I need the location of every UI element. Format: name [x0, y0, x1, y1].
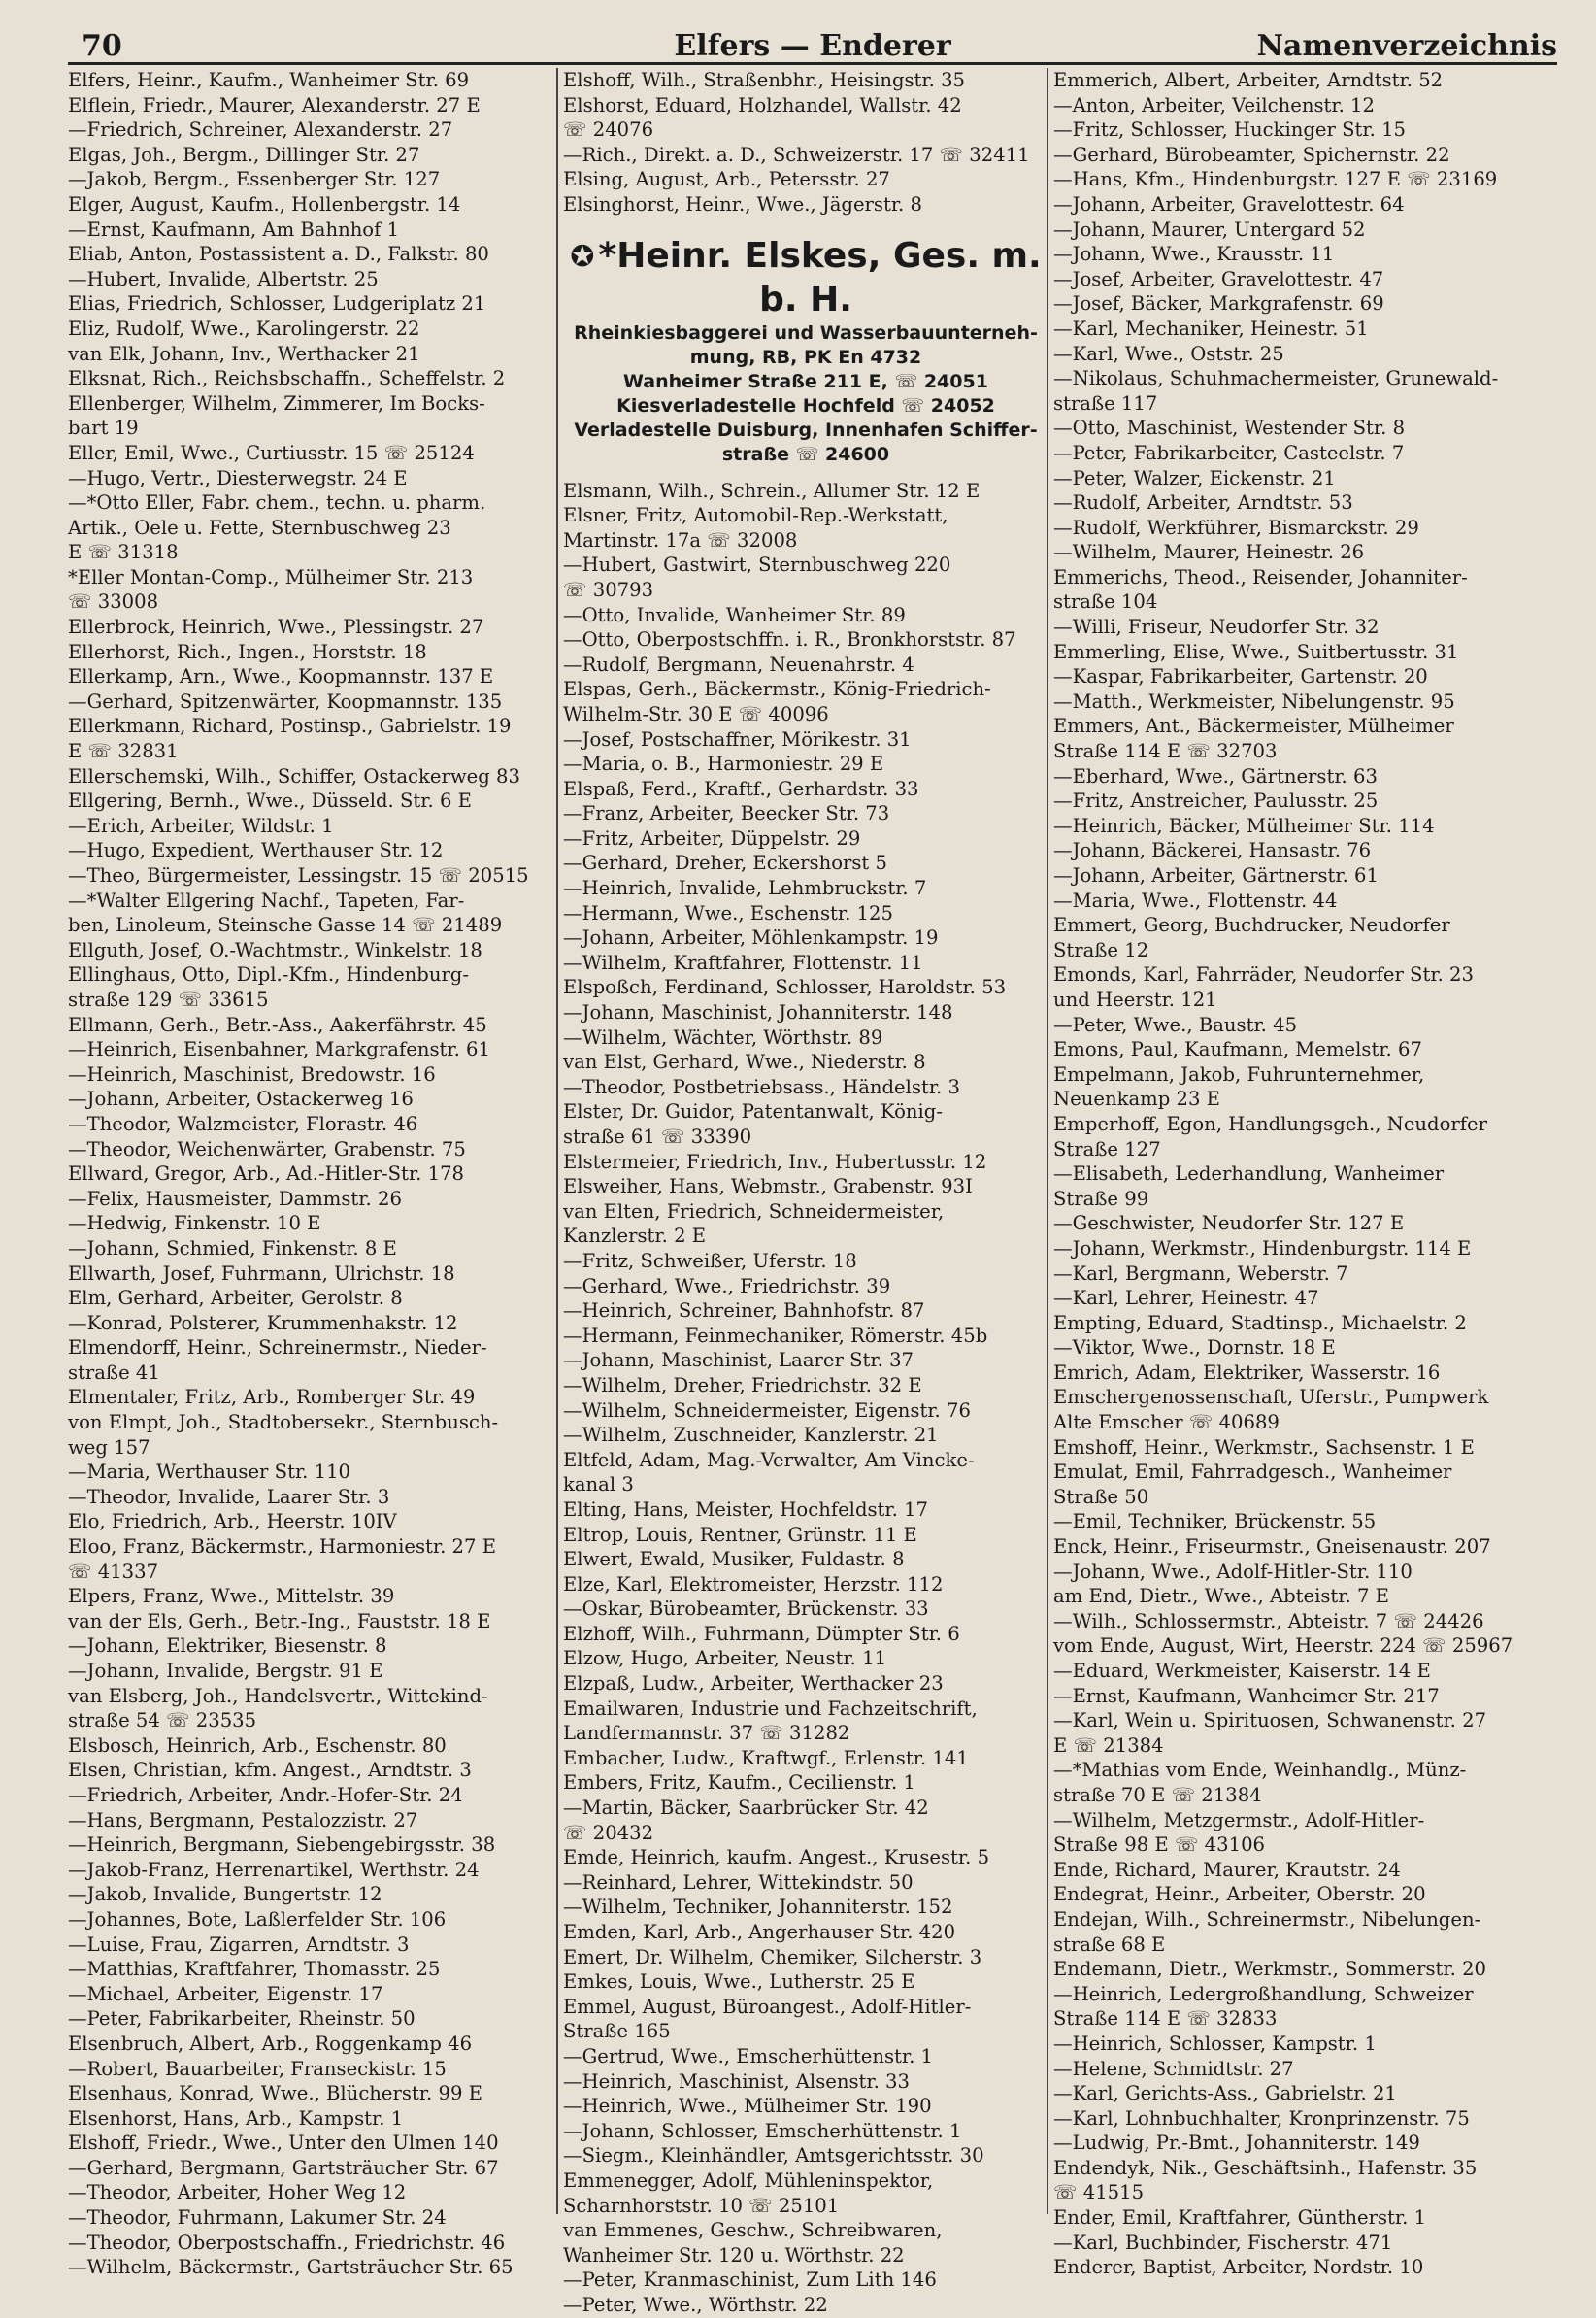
directory-entry: —Viktor, Wwe., Dornstr. 18 E [1053, 1336, 1336, 1360]
directory-entry: Endejan, Wilh., Schreinermstr., Nibelungen- [1053, 1907, 1481, 1931]
directory-entry: —Hermann, Feinmechaniker, Römerstr. 45b [563, 1324, 988, 1347]
directory-entry: ☏ 24076 [563, 118, 654, 142]
directory-entry: —Helene, Schmidtstr. 27 [1053, 2057, 1294, 2080]
directory-entry: Emde, Heinrich, kaufm. Angest., Krusestr. 5 [563, 1846, 990, 1869]
directory-entry: —Luise, Frau, Zigarren, Arndtstr. 3 [68, 1932, 410, 1956]
directory-entry: Elsen, Christian, kfm. Angest., Arndtstr. 3 [68, 1759, 472, 1782]
directory-entry: —Heinrich, Wwe., Mülheimer Str. 190 [563, 2095, 932, 2118]
directory-entry: straße 61 ☏ 33390 [563, 1125, 752, 1148]
directory-entry: —Maria, Werthauser Str. 110 [68, 1461, 351, 1484]
directory-entry: —Gerhard, Dreher, Eckershorst 5 [563, 852, 888, 875]
directory-entry: Endemann, Dietr., Werkmstr., Sommerstr. 20 [1053, 1958, 1487, 1981]
directory-entry: Scharnhorststr. 10 ☏ 25101 [563, 2194, 840, 2217]
directory-entry: —Karl, Lehrer, Heinestr. 47 [1053, 1287, 1319, 1310]
directory-entry: —Siegm., Kleinhändler, Amtsgerichtsstr. 30 [563, 2144, 984, 2167]
directory-entry: —Wilhelm, Dreher, Friedrichstr. 32 E [563, 1373, 922, 1396]
directory-entry: Emmerling, Elise, Wwe., Suitbertusstr. 31 [1053, 640, 1459, 663]
directory-entry: E ☏ 21384 [1053, 1733, 1164, 1757]
directory-entry: Straße 114 E ☏ 32703 [1053, 740, 1278, 763]
directory-entry: —Josef, Postschaffner, Mörikestr. 31 [563, 727, 912, 751]
directory-entry: ☏ 30793 [563, 578, 654, 601]
directory-entry: —Johann, Wwe., Adolf-Hitler-Str. 110 [1053, 1560, 1413, 1583]
directory-entry: Emmel, August, Büroangest., Adolf-Hitler- [563, 1995, 972, 2018]
page-header [68, 29, 1557, 62]
directory-entry: —Jakob, Bergm., Essenberger Str. 127 [68, 168, 441, 191]
directory-entry: Emkes, Louis, Wwe., Lutherstr. 25 E [563, 1970, 915, 1994]
directory-entry: —Johann, Schlosser, Emscherhüttenstr. 1 [563, 2119, 962, 2142]
directory-entry: Elsenhaus, Konrad, Wwe., Blücherstr. 99 E [68, 2082, 482, 2105]
directory-entry: Elspaß, Ferd., Kraftf., Gerhardstr. 33 [563, 777, 919, 800]
directory-entry: van Elten, Friedrich, Schneidermeister, [563, 1199, 945, 1223]
directory-entry: —Rich., Direkt. a. D., Schweizerstr. 17 ☏ 32411 [563, 143, 1030, 166]
directory-entry: —Peter, Wwe., Baustr. 45 [1053, 1013, 1298, 1036]
directory-entry: —Peter, Fabrikarbeiter, Rheinstr. 50 [68, 2007, 416, 2031]
directory-entry: Emonds, Karl, Fahrräder, Neudorfer Str. 23 [1053, 963, 1474, 987]
directory-entry: —Martin, Bäcker, Saarbrücker Str. 42 [563, 1797, 929, 1820]
directory-entry: Ellwarth, Josef, Fuhrmann, Ulrichstr. 18 [68, 1261, 455, 1285]
directory-entry: Eliz, Rudolf, Wwe., Karolingerstr. 22 [68, 317, 420, 340]
directory-entry: Elzpaß, Ludw., Arbeiter, Werthacker 23 [563, 1672, 944, 1696]
directory-entry: Elsinghorst, Heinr., Wwe., Jägerstr. 8 [563, 192, 922, 216]
directory-entry: E ☏ 32831 [68, 740, 179, 763]
middle-column-top [563, 68, 1048, 218]
directory-entry: und Heerstr. 121 [1053, 988, 1217, 1011]
directory-entry: Ellerkamp, Arn., Wwe., Koopmannstr. 137 E [68, 665, 494, 689]
directory-entry: —Nikolaus, Schuhmachermeister, Grunewald- [1053, 367, 1499, 390]
directory-entry: Elzow, Hugo, Arbeiter, Neustr. 11 [563, 1647, 887, 1670]
directory-entry: Elspas, Gerh., Bäckermstr., König-Friedrich- [563, 678, 991, 701]
directory-entry: Straße 127 [1053, 1137, 1161, 1160]
directory-entry: —Kaspar, Fabrikarbeiter, Gartenstr. 20 [1053, 665, 1428, 689]
directory-entry: —Peter, Fabrikarbeiter, Casteelstr. 7 [1053, 441, 1405, 464]
directory-entry: bart 19 [68, 417, 139, 440]
directory-entry: —Konrad, Polsterer, Krummenhakstr. 12 [68, 1311, 458, 1334]
directory-entry: ☏ 41337 [68, 1560, 159, 1583]
directory-entry: Elm, Gerhard, Arbeiter, Gerolstr. 8 [68, 1287, 403, 1310]
directory-entry: Ellerhorst, Rich., Ingen., Horststr. 18 [68, 640, 427, 663]
ad-line: Verladestelle Duisburg, Innenhafen Schiffer- [574, 419, 1038, 441]
directory-entry: straße 41 [68, 1361, 160, 1384]
directory-entry: —Josef, Arbeiter, Gravelottestr. 47 [1053, 267, 1384, 290]
directory-entry: Emden, Karl, Arb., Angerhauser Str. 420 [563, 1921, 956, 1943]
directory-entry: —Heinrich, Bergmann, Siebengebirgsstr. 38 [68, 1833, 496, 1857]
directory-entry: —Wilhelm, Maurer, Heinestr. 26 [1053, 541, 1365, 564]
directory-entry: —Ernst, Kaufmann, Wanheimer Str. 217 [1053, 1684, 1440, 1707]
directory-entry: —*Otto Eller, Fabr. chem., techn. u. pharm. [68, 491, 486, 515]
right-column [1053, 68, 1548, 2279]
directory-entry: —Heinrich, Eisenbahner, Markgrafenstr. 61 [68, 1038, 490, 1061]
directory-entry: —Theodor, Arbeiter, Hoher Weg 12 [68, 2181, 407, 2204]
directory-entry: —Hugo, Expedient, Werthauser Str. 12 [68, 839, 444, 862]
directory-entry: —Matthias, Kraftfahrer, Thomasstr. 25 [68, 1958, 441, 1981]
directory-entry: —Johann, Arbeiter, Ostackerweg 16 [68, 1088, 414, 1111]
directory-entry: Straße 12 [1053, 938, 1149, 961]
directory-entry: —Heinrich, Ledergroßhandlung, Schweizer [1053, 1982, 1474, 2005]
directory-entry: —Johann, Bäckerei, Hansastr. 76 [1053, 839, 1372, 862]
directory-entry: Elsner, Fritz, Automobil-Rep.-Werkstatt, [563, 504, 948, 527]
directory-entry: —Otto, Invalide, Wanheimer Str. 89 [563, 603, 906, 626]
directory-entry: —Hans, Kfm., Hindenburgstr. 127 E ☏ 23169 [1053, 168, 1498, 191]
directory-entry: —Karl, Lohnbuchhalter, Kronprinzenstr. 75 [1053, 2106, 1470, 2130]
directory-entry: —Eberhard, Wwe., Gärtnerstr. 63 [1053, 764, 1378, 788]
directory-entry: Elger, August, Kaufm., Hollenbergstr. 14 [68, 192, 461, 216]
directory-entry: Elsbosch, Heinrich, Arb., Eschenstr. 80 [68, 1733, 447, 1757]
directory-entry: —Ernst, Kaufmann, Am Bahnhof 1 [68, 218, 400, 241]
directory-entry: —Karl, Gerichts-Ass., Gabrielstr. 21 [1053, 2082, 1397, 2105]
directory-entry: —Maria, o. B., Harmoniestr. 29 E [563, 753, 884, 776]
directory-entry: Straße 114 E ☏ 32833 [1053, 2007, 1278, 2031]
directory-entry: —Gerhard, Bergmann, Gartsträucher Str. 67 [68, 2156, 499, 2179]
ad-line: Rheinkiesbaggerei und Wasserbauunterneh- [574, 321, 1038, 344]
directory-entry: —Heinrich, Maschinist, Alsenstr. 33 [563, 2069, 910, 2093]
directory-entry: —Hans, Bergmann, Pestalozzistr. 27 [68, 1808, 418, 1831]
directory-entry: —Theodor, Walzmeister, Florastr. 46 [68, 1112, 418, 1135]
directory-entry: —Josef, Bäcker, Markgrafenstr. 69 [1053, 292, 1384, 316]
directory-entry: Elmendorff, Heinr., Schreinermstr., Nieder- [68, 1336, 487, 1360]
directory-entry: Elspoßch, Ferdinand, Schlosser, Haroldstr. 53 [563, 976, 1007, 999]
directory-entry: —Johann, Schmied, Finkenstr. 8 E [68, 1236, 397, 1260]
directory-entry: —Theo, Bürgermeister, Lessingstr. 15 ☏ 20515 [68, 864, 529, 887]
directory-entry: —Theodor, Oberpostschaffn., Friedrichstr. 46 [68, 2231, 506, 2254]
directory-entry: Elsweiher, Hans, Webmstr., Grabenstr. 93I [563, 1175, 973, 1198]
directory-entry: straße 70 E ☏ 21384 [1053, 1783, 1262, 1806]
directory-entry: ☏ 41515 [1053, 2181, 1145, 2204]
directory-entry: van Elk, Johann, Inv., Werthacker 21 [68, 342, 420, 365]
directory-entry: Kanzlerstr. 2 E [563, 1225, 707, 1248]
directory-entry: Emrich, Adam, Elektriker, Wasserstr. 16 [1053, 1361, 1441, 1384]
directory-entry: straße 104 [1053, 590, 1158, 614]
directory-entry: Straße 98 E ☏ 43106 [1053, 1833, 1266, 1857]
directory-entry: —Theodor, Fuhrmann, Lakumer Str. 24 [68, 2206, 447, 2230]
directory-entry: Emmerichs, Theod., Reisender, Johanniter- [1053, 565, 1468, 588]
directory-entry: —Wilhelm, Schneidermeister, Eigenstr. 76 [563, 1398, 971, 1422]
directory-entry: Emshoff, Heinr., Werkmstr., Sachsenstr. 1 E [1053, 1435, 1475, 1459]
directory-entry: Enck, Heinr., Friseurmstr., Gneisenaustr. 207 [1053, 1535, 1491, 1559]
directory-entry: weg 157 [68, 1435, 150, 1459]
directory-entry: van Elsberg, Joh., Handelsvertr., Wittekind- [68, 1684, 488, 1707]
directory-entry: —Friedrich, Schreiner, Alexanderstr. 27 [68, 118, 453, 142]
directory-entry: Elksnat, Rich., Reichsbschaffn., Scheffelstr. 2 [68, 367, 506, 390]
directory-entry: —Rudolf, Bergmann, Neuenahrstr. 4 [563, 653, 914, 676]
directory-entry: am End, Dietr., Wwe., Abteistr. 7 E [1053, 1585, 1389, 1608]
directory-entry: —Oskar, Bürobeamter, Brückenstr. 33 [563, 1597, 929, 1621]
directory-entry: Ende, Richard, Maurer, Krautstr. 24 [1053, 1858, 1401, 1881]
directory-entry: —Johann, Maschinist, Johanniterstr. 148 [563, 1001, 953, 1025]
directory-entry: Embacher, Ludw., Kraftwgf., Erlenstr. 141 [563, 1746, 969, 1769]
directory-entry: —Karl, Wein u. Spirituosen, Schwanenstr. 27 [1053, 1709, 1487, 1732]
directory-entry: —Johann, Arbeiter, Möhlenkampstr. 19 [563, 926, 939, 950]
directory-entry: Endegrat, Heinr., Arbeiter, Oberstr. 20 [1053, 1883, 1426, 1906]
directory-entry: Ender, Emil, Kraftfahrer, Güntherstr. 1 [1053, 2206, 1427, 2230]
directory-entry: Elmentaler, Fritz, Arb., Romberger Str. 49 [68, 1386, 476, 1409]
directory-entry: —Heinrich, Maschinist, Bredowstr. 16 [68, 1062, 436, 1086]
directory-entry: —Wilhelm, Metzgermstr., Adolf-Hitler- [1053, 1808, 1425, 1831]
directory-entry: —Wilh., Schlossermstr., Abteistr. 7 ☏ 24426 [1053, 1609, 1484, 1632]
directory-entry: —Friedrich, Arbeiter, Andr.-Hofer-Str. 24 [68, 1783, 463, 1806]
directory-entry: Alte Emscher ☏ 40689 [1053, 1411, 1280, 1434]
directory-entry: —Johann, Maschinist, Laarer Str. 37 [563, 1349, 914, 1372]
directory-entry: —Eduard, Werkmeister, Kaiserstr. 14 E [1053, 1660, 1431, 1682]
directory-entry: Elwert, Ewald, Musiker, Fuldastr. 8 [563, 1548, 905, 1571]
directory-entry: Elflein, Friedr., Maurer, Alexanderstr. 27 E [68, 93, 481, 117]
directory-entry: straße 68 E [1053, 1932, 1166, 1956]
directory-entry: —Hubert, Gastwirt, Sternbuschweg 220 [563, 554, 951, 577]
ad-line: Wanheimer Straße 211 E, ☏ 24051 [623, 370, 988, 392]
directory-entry: Elgas, Joh., Bergm., Dillinger Str. 27 [68, 143, 420, 166]
directory-entry: —Gerhard, Wwe., Friedrichstr. 39 [563, 1274, 891, 1297]
directory-entry: —Anton, Arbeiter, Veilchenstr. 12 [1053, 93, 1375, 117]
directory-entry: —Matth., Werkmeister, Nibelungenstr. 95 [1053, 689, 1455, 713]
directory-entry: —Heinrich, Schreiner, Bahnhofstr. 87 [563, 1299, 925, 1323]
directory-entry: —Felix, Hausmeister, Dammstr. 26 [68, 1187, 402, 1210]
directory-entry: vom Ende, August, Wirt, Heerstr. 224 ☏ 25967 [1053, 1634, 1513, 1658]
directory-entry: —Wilhelm, Kraftfahrer, Flottenstr. 11 [563, 951, 923, 974]
directory-entry: Emmenegger, Adolf, Mühleninspektor, [563, 2168, 934, 2192]
running-title: Elfers — Enderer [674, 29, 951, 63]
directory-entry: —Peter, Wwe., Wörthstr. 22 [563, 2293, 828, 2316]
directory-entry: Ellward, Gregor, Arb., Ad.-Hitler-Str. 178 [68, 1162, 465, 1186]
directory-entry: Martinstr. 17a ☏ 32008 [563, 528, 798, 552]
directory-entry: Elsenhorst, Hans, Arb., Kampstr. 1 [68, 2106, 404, 2130]
directory-entry: Ellinghaus, Otto, Dipl.-Kfm., Hindenburg- [68, 963, 469, 987]
directory-entry: Wanheimer Str. 120 u. Wörthstr. 22 [563, 2243, 905, 2267]
page-number: 70 [82, 29, 122, 63]
directory-entry: —*Mathias vom Ende, Weinhandlg., Münz- [1053, 1759, 1467, 1782]
directory-entry: Elias, Friedrich, Schlosser, Ludgeriplatz 21 [68, 292, 486, 316]
directory-entry: —Emil, Techniker, Brückenstr. 55 [1053, 1510, 1377, 1533]
section-title: Namenverzeichnis [1256, 29, 1557, 63]
header-rule [68, 62, 1557, 65]
middle-column-entries [563, 479, 1048, 2318]
directory-entry: —Johann, Arbeiter, Gärtnerstr. 61 [1053, 864, 1379, 887]
directory-entry: —*Walter Ellgering Nachf., Tapeten, Far- [68, 889, 465, 912]
directory-entry: —Gertrud, Wwe., Emscherhüttenstr. 1 [563, 2044, 934, 2067]
left-column [68, 68, 553, 2279]
directory-entry: Emert, Dr. Wilhelm, Chemiker, Silcherstr. 3 [563, 1945, 982, 1968]
directory-entry: Elo, Friedrich, Arb., Heerstr. 10IV [68, 1510, 397, 1533]
directory-entry: Elsing, August, Arb., Petersstr. 27 [563, 168, 890, 191]
directory-entry: Empting, Eduard, Stadtinsp., Michaelstr. 2 [1053, 1311, 1467, 1334]
directory-entry: Ellerkmann, Richard, Postinsp., Gabrielstr. 19 [68, 715, 512, 738]
directory-entry: —Fritz, Arbeiter, Düppelstr. 29 [563, 826, 861, 850]
directory-entry: ☏ 20432 [563, 1821, 654, 1844]
directory-entry: —Fritz, Schweißer, Uferstr. 18 [563, 1249, 857, 1272]
directory-entry: Eliab, Anton, Postassistent a. D., Falkstr. 80 [68, 243, 489, 266]
directory-entry: E ☏ 31318 [68, 541, 179, 564]
directory-entry: Emulat, Emil, Fahrradgesch., Wanheimer [1053, 1461, 1452, 1484]
directory-entry: —Erich, Arbeiter, Wildstr. 1 [68, 814, 334, 837]
ad-line: straße ☏ 24600 [721, 443, 890, 465]
directory-entry: —Johann, Werkmstr., Hindenburgstr. 114 E [1053, 1236, 1472, 1260]
directory-entry: Straße 99 [1053, 1187, 1149, 1210]
directory-entry: Enderer, Baptist, Arbeiter, Nordstr. 10 [1053, 2256, 1424, 2279]
directory-entry: —Otto, Oberpostschffn. i. R., Bronkhorststr. 87 [563, 628, 1016, 652]
directory-entry: ☏ 33008 [68, 590, 159, 614]
directory-entry: ben, Linoleum, Steinsche Gasse 14 ☏ 21489 [68, 914, 503, 937]
directory-entry: —Theodor, Invalide, Laarer Str. 3 [68, 1485, 390, 1508]
directory-entry: —Theodor, Postbetriebsass., Händelstr. 3 [563, 1075, 960, 1098]
directory-entry: —Heinrich, Bäcker, Mülheimer Str. 114 [1053, 814, 1435, 837]
directory-entry: Ellerbrock, Heinrich, Wwe., Plessingstr. 27 [68, 616, 484, 639]
directory-entry: —Karl, Wwe., Oststr. 25 [1053, 342, 1284, 365]
directory-entry: —Johann, Elektriker, Biesenstr. 8 [68, 1634, 387, 1658]
directory-entry: Emailwaren, Industrie und Fachzeitschrift, [563, 1697, 978, 1720]
directory-entry: —Ludwig, Pr.-Bmt., Johanniterstr. 149 [1053, 2132, 1420, 2155]
directory-entry: van Emmenes, Geschw., Schreibwaren, [563, 2219, 943, 2242]
directory-entry: —Wilhelm, Zuschneider, Kanzlerstr. 21 [563, 1424, 939, 1447]
directory-entry: von Elmpt, Joh., Stadtobersekr., Sternbusch- [68, 1411, 499, 1434]
directory-entry: Empelmann, Jakob, Fuhrunternehmer, [1053, 1062, 1425, 1086]
directory-entry: —Heinrich, Invalide, Lehmbruckstr. 7 [563, 877, 927, 900]
directory-entry: Ellerschemski, Wilh., Schiffer, Ostackerweg 83 [68, 764, 520, 788]
directory-entry: —Willi, Friseur, Neudorfer Str. 32 [1053, 616, 1380, 639]
directory-entry: —Wilhelm, Bäckermstr., Gartsträucher Str. 65 [68, 2256, 514, 2279]
directory-entry: —Karl, Bergmann, Weberstr. 7 [1053, 1261, 1348, 1285]
directory-entry: Elstermeier, Friedrich, Inv., Hubertusstr. 12 [563, 1150, 987, 1173]
directory-entry: —Johannes, Bote, Laßlerfelder Str. 106 [68, 1907, 447, 1931]
directory-entry: Emmerich, Albert, Arbeiter, Arndtstr. 52 [1053, 69, 1444, 91]
directory-entry: Elpers, Franz, Wwe., Mittelstr. 39 [68, 1585, 395, 1608]
directory-entry: —Hugo, Vertr., Diesterwegstr. 24 E [68, 466, 408, 489]
directory-entry: —Karl, Buchbinder, Fischerstr. 471 [1053, 2231, 1393, 2254]
directory-entry: —Elisabeth, Lederhandlung, Wanheimer [1053, 1162, 1445, 1186]
directory-entry: —Gerhard, Spitzenwärter, Koopmannstr. 135 [68, 689, 503, 713]
directory-entry: Ellmann, Gerh., Betr.-Ass., Aakerfährstr. 45 [68, 1013, 487, 1036]
directory-entry: Ellenberger, Wilhelm, Zimmerer, Im Bocks- [68, 391, 485, 415]
directory-entry: Straße 165 [563, 2020, 671, 2043]
directory-entry: —Hedwig, Finkenstr. 10 E [68, 1212, 321, 1235]
directory-entry: van Elst, Gerhard, Wwe., Niederstr. 8 [563, 1051, 926, 1074]
directory-entry: Landfermannstr. 37 ☏ 31282 [563, 1722, 850, 1745]
middle-column [563, 68, 1048, 2316]
directory-entry: —Johann, Invalide, Bergstr. 91 E [68, 1660, 383, 1682]
directory-entry: Artik., Oele u. Fette, Sternbuschweg 23 [68, 516, 451, 539]
directory-entry: —Rudolf, Werkführer, Bismarckstr. 29 [1053, 516, 1419, 539]
directory-entry: van der Els, Gerh., Betr.-Ing., Fauststr. 18 E [68, 1609, 491, 1632]
directory-entry: —Maria, Wwe., Flottenstr. 44 [1053, 889, 1338, 912]
directory-entry: Elting, Hans, Meister, Hochfeldstr. 17 [563, 1497, 929, 1521]
directory-entry: Elfers, Heinr., Kaufm., Wanheimer Str. 69 [68, 69, 470, 91]
directory-entry: Ellgering, Bernh., Wwe., Düsseld. Str. 6 E [68, 789, 472, 813]
directory-entry: —Robert, Bauarbeiter, Franseckistr. 15 [68, 2057, 447, 2080]
directory-entry: Straße 50 [1053, 1485, 1149, 1508]
ad-line: Kiesverladestelle Hochfeld ☏ 24052 [616, 394, 995, 417]
column-divider [556, 68, 558, 2214]
directory-entry: —Gerhard, Bürobeamter, Spichernstr. 22 [1053, 143, 1450, 166]
directory-entry: —Heinrich, Schlosser, Kampstr. 1 [1053, 2032, 1377, 2055]
directory-entry: Elze, Karl, Elektromeister, Herzstr. 112 [563, 1572, 944, 1596]
directory-entry: Emschergenossenschaft, Uferstr., Pumpwerk [1053, 1386, 1489, 1409]
directory-entry: —Reinhard, Lehrer, Wittekindstr. 50 [563, 1870, 914, 1894]
directory-entry: Elsenbruch, Albert, Arb., Roggenkamp 46 [68, 2032, 473, 2055]
directory-entry: —Theodor, Weichenwärter, Grabenstr. 75 [68, 1137, 466, 1160]
directory-entry: —Geschwister, Neudorfer Str. 127 E [1053, 1212, 1405, 1235]
directory-entry: —Peter, Walzer, Eickenstr. 21 [1053, 466, 1336, 489]
directory-entry: —Karl, Mechaniker, Heinestr. 51 [1053, 317, 1369, 340]
directory-entry: Elsmann, Wilh., Schrein., Allumer Str. 12 E [563, 479, 981, 502]
directory-entry: Neuenkamp 23 E [1053, 1088, 1220, 1111]
star-icon: ✪ [570, 239, 595, 274]
directory-entry: straße 129 ☏ 33615 [68, 988, 269, 1011]
directory-entry: —Johann, Arbeiter, Gravelottestr. 64 [1053, 192, 1405, 216]
directory-entry: Eltrop, Louis, Rentner, Grünstr. 11 E [563, 1523, 917, 1546]
directory-entry: —Jakob-Franz, Herrenartikel, Werthstr. 24 [68, 1858, 480, 1881]
directory-entry: Eller, Emil, Wwe., Curtiusstr. 15 ☏ 25124 [68, 441, 475, 464]
directory-entry: Emmers, Ant., Bäckermeister, Mülheimer [1053, 715, 1454, 738]
directory-entry: —Michael, Arbeiter, Eigenstr. 17 [68, 1982, 383, 2005]
directory-entry: Ellguth, Josef, O.-Wachtmstr., Winkelstr. 18 [68, 938, 482, 961]
directory-entry: —Hermann, Wwe., Eschenstr. 125 [563, 901, 893, 924]
directory-entry: —Fritz, Schlosser, Huckinger Str. 15 [1053, 118, 1406, 142]
directory-entry: —Franz, Arbeiter, Beecker Str. 73 [563, 802, 890, 825]
directory-entry: straße 117 [1053, 391, 1158, 415]
directory-entry: —Wilhelm, Techniker, Johanniterstr. 152 [563, 1896, 953, 1919]
directory-entry: —Hubert, Invalide, Albertstr. 25 [68, 267, 379, 290]
ad-line: mung, RB, PK En 4732 [689, 346, 922, 368]
directory-entry: Elshorst, Eduard, Holzhandel, Wallstr. 42 [563, 93, 962, 117]
directory-entry: straße 54 ☏ 23535 [68, 1709, 257, 1732]
directory-entry: Endendyk, Nik., Geschäftsinh., Hafenstr. 35 [1053, 2156, 1478, 2179]
directory-entry: Emperhoff, Egon, Handlungsgeh., Neudorfer [1053, 1112, 1487, 1135]
directory-entry: Elshoff, Friedr., Wwe., Unter den Ulmen 140 [68, 2132, 499, 2155]
directory-entry: Elster, Dr. Guidor, Patentanwalt, König- [563, 1100, 943, 1124]
directory-entry: —Johann, Wwe., Krausstr. 11 [1053, 243, 1335, 266]
directory-entry: Emons, Paul, Kaufmann, Memelstr. 67 [1053, 1038, 1422, 1061]
directory-entry: Elzhoff, Wilh., Fuhrmann, Dümpter Str. 6 [563, 1622, 960, 1645]
directory-entry: Eltfeld, Adam, Mag.-Verwalter, Am Vincke- [563, 1448, 975, 1471]
directory-entry: —Wilhelm, Wächter, Wörthstr. 89 [563, 1025, 883, 1049]
directory-entry: Emmert, Georg, Buchdrucker, Neudorfer [1053, 914, 1450, 937]
directory-entry: Eloo, Franz, Bäckermstr., Harmoniestr. 27 E [68, 1535, 497, 1559]
directory-entry: —Rudolf, Arbeiter, Arndtstr. 53 [1053, 491, 1353, 515]
directory-entry: —Fritz, Anstreicher, Paulusstr. 25 [1053, 789, 1379, 813]
directory-entry: Wilhelm-Str. 30 E ☏ 40096 [563, 702, 829, 725]
directory-entry: *Eller Montan-Comp., Mülheimer Str. 213 [68, 565, 474, 588]
directory-entry: kanal 3 [563, 1473, 634, 1496]
ad-company-name: *Heinr. Elskes, Ges. m. b. H. [598, 235, 1042, 319]
directory-entry: —Otto, Maschinist, Westender Str. 8 [1053, 417, 1406, 440]
directory-entry: —Johann, Maurer, Untergard 52 [1053, 218, 1366, 241]
company-advertisement [563, 235, 1048, 467]
directory-entry: —Jakob, Invalide, Bungertstr. 12 [68, 1883, 382, 1906]
directory-entry: Embers, Fritz, Kaufm., Cecilienstr. 1 [563, 1771, 915, 1795]
directory-entry: Elshoff, Wilh., Straßenbhr., Heisingstr. 35 [563, 69, 966, 91]
directory-entry: —Peter, Kranmaschinist, Zum Lith 146 [563, 2268, 937, 2292]
